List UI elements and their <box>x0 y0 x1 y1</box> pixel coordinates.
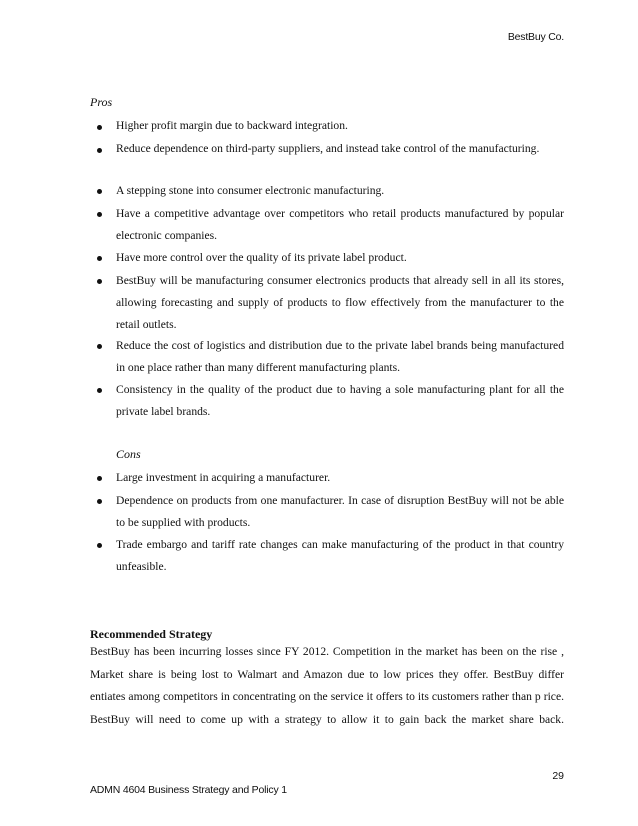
pros-label: Pros <box>90 95 113 109</box>
bullet-icon <box>97 499 102 504</box>
bullet-icon <box>97 125 102 130</box>
bullet-icon <box>97 476 102 481</box>
bullet-icon <box>97 256 102 261</box>
pros-item-text: BestBuy will be manufacturing consumer electronics products that already sell in all its stores, allowing forecasting and supply of products to flow effectively from the manufacturer to the retail outlets. <box>116 274 564 331</box>
bullet-icon <box>97 189 102 194</box>
running-header: BestBuy Co. <box>507 31 564 43</box>
bullet-icon <box>97 543 102 548</box>
bullet-icon <box>97 279 102 284</box>
bullet-icon <box>97 388 102 393</box>
pros-item-text: Reduce the cost of logistics and distribution due to the private label brands being manufactured in one place rather than many different manufacturing plants. <box>116 339 564 374</box>
pros-item-text: Have a competitive advantage over competitors who retail products manufactured by popular electronic companies. <box>116 207 564 242</box>
cons-item-text: Trade embargo and tariff rate changes can make manufacturing of the product in that country unfeasible. <box>116 538 564 573</box>
cons-item-text: Dependence on products from one manufacturer. In case of disruption BestBuy will not be able to be supplied with products. <box>116 494 564 529</box>
bullet-icon <box>97 148 102 153</box>
running-footer: ADMN 4604 Business Strategy and Policy 1 <box>90 784 287 796</box>
bullet-icon <box>97 344 102 349</box>
strategy-heading: Recommended Strategy <box>90 627 213 641</box>
cons-item-text: Large investment in acquiring a manufacturer. <box>116 471 331 484</box>
page-number: 29 <box>552 770 564 782</box>
bullet-icon <box>97 212 102 217</box>
pros-item-text: A stepping stone into consumer electronic manufacturing. <box>116 184 385 197</box>
pros-item-text: Higher profit margin due to backward integration. <box>116 119 348 132</box>
strategy-paragraph: BestBuy has been incurring losses since FY 2012. Competition in the market has been on the rise , Market share is being lost to Walmart and Amazon due to low prices they offer. BestBuy differ entiates among competitors in concentrating on the service it offers to its customers rather than p rice. BestBuy will need to come up with a strategy to allow it to gain back the market share back. <box>90 645 564 726</box>
cons-label: Cons <box>116 447 141 461</box>
pros-item-text: Reduce dependence on third-party suppliers, and instead take control of the manufacturing. <box>116 142 540 155</box>
pros-item-text: Consistency in the quality of the product due to having a sole manufacturing plant for all the private label brands. <box>116 383 564 418</box>
pros-item-text: Have more control over the quality of its private label product. <box>116 251 407 264</box>
